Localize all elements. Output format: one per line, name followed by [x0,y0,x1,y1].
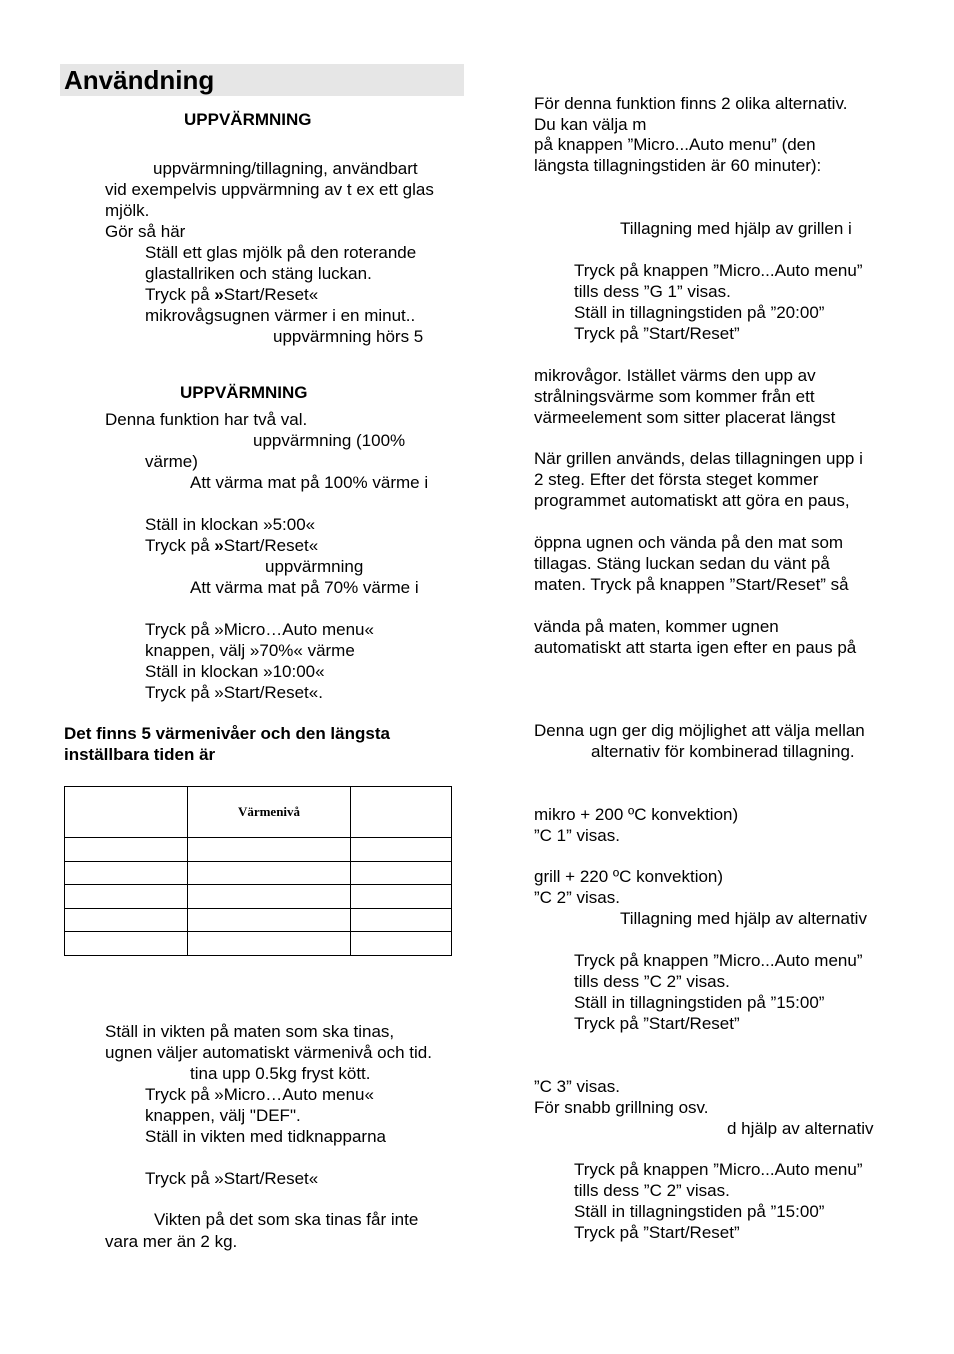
text-line: strålningsvärme som kommer från ett [534,387,815,406]
text-line: mikrovågor. Istället värms den upp av [534,366,816,385]
text-line: tina upp 0.5kg fryst kött. [190,1064,371,1083]
text-line: Ställ in tillagningstiden på ”15:00” [574,993,825,1012]
text-line: När grillen används, delas tillagningen upp i [534,449,863,468]
text-line: maten. Tryck på knappen ”Start/Reset” så [534,575,849,594]
text-line: ugnen väljer automatiskt värmenivå och tid. [105,1043,432,1062]
text-line: glastallriken och stäng luckan. [145,264,372,283]
text-line: uppvärmning hörs 5 [273,327,424,346]
text-line: öppna ugnen och vända på den mat som [534,533,844,552]
text-line [145,284,318,305]
text-line: Att värma mat på 100% värme i [190,473,429,492]
text-line: ”C 1” visas. [534,826,620,845]
text-line: uppvärmning (100% [253,431,406,450]
text-line: uppvärmning [265,557,364,576]
text-line: vara mer än 2 kg. [105,1232,238,1251]
text-line: Denna funktion har två val. [105,410,308,429]
text-line: Tryck på »Micro…Auto menu« [145,1085,374,1104]
text-line: mikrovågsugnen värmer i en minut.. [145,306,416,325]
table-header-cell: Värmenivå [237,804,301,819]
text-line: vid exempelvis uppvärmning av t ex ett glas [105,180,434,199]
text-line: Tryck på »Micro…Auto menu« [145,620,374,639]
text-line: alternativ för kombinerad tillagning. [591,742,855,761]
text-line: Du kan välja m [534,115,647,134]
text-line: För snabb grillning osv. [534,1098,709,1117]
heading-bar [60,64,464,96]
table-divider [65,861,451,862]
text-line: längsta tillagningstiden är 60 minuter): [534,156,822,175]
text-line: Ställ in vikten på maten som ska tinas, [105,1022,395,1041]
table-divider [65,908,451,909]
text-line: För denna funktion finns 2 olika alternativ. [534,94,848,113]
text-line: knappen, välj "DEF". [145,1106,301,1125]
table-divider [350,787,351,955]
text-line: mjölk. [105,201,150,220]
note-bold: Det finns 5 värmenivåer och den längsta [64,724,390,743]
text-line: Vikten på det som ska tinas får inte [154,1210,419,1229]
text-fragment: Start/Reset« [223,536,319,555]
text-line: Ställ in tillagningstiden på ”15:00” [574,1202,825,1221]
text-line: Tryck på ”Start/Reset” [574,1014,740,1033]
text-line: Ställ in vikten med tidknapparna [145,1127,386,1146]
text-line: Gör så här [105,222,186,241]
text-line [145,535,318,556]
text-line: Denna ugn ger dig möjlighet att välja mellan [534,721,865,740]
text-line: Tillagning med hjälp av grillen i [620,219,852,238]
text-line: Tryck på ”Start/Reset” [574,1223,740,1242]
text-line: Ställ ett glas mjölk på den roterande [145,243,417,262]
table-divider [65,931,451,932]
text-line: Tryck på »Start/Reset«. [145,683,323,702]
text-line: tills dess ”G 1” visas. [574,282,731,301]
text-line: Tillagning med hjälp av alternativ [620,909,867,928]
text-line: Ställ in klockan »10:00« [145,662,325,681]
text-fragment: Tryck på [145,536,215,555]
text-line: på knappen ”Micro...Auto menu” (den [534,135,816,154]
text-line: värme) [145,452,198,471]
text-line: d hjälp av alternativ [727,1119,874,1138]
text-line: programmet automatiskt att göra en paus, [534,491,850,510]
page-title: Användning [64,65,215,95]
text-line: Tryck på knappen ”Micro...Auto menu” [574,951,863,970]
table-divider [65,837,451,838]
section-title-uppvarmning-2: UPPVÄRMNING [180,383,308,402]
text-line: vända på maten, kommer ugnen [534,617,779,636]
text-line: tills dess ”C 2” visas. [574,1181,730,1200]
text-line: uppvärmning/tillagning, användbart [153,159,418,178]
text-line: grill + 220 ºC konvektion) [534,867,724,886]
note-bold: inställbara tiden är [64,745,216,764]
text-fragment: Tryck på [145,285,215,304]
text-line: Att värma mat på 70% värme i [190,578,419,597]
text-line: Tryck på knappen ”Micro...Auto menu” [574,261,863,280]
text-fragment-bold: » [214,285,224,304]
text-line: Ställ in klockan »5:00« [145,515,316,534]
text-line: tillagas. Stäng luckan sedan du vänt på [534,554,830,573]
text-line: ”C 3” visas. [534,1077,620,1096]
text-line: tills dess ”C 2” visas. [574,972,730,991]
text-fragment: Start/Reset« [223,285,319,304]
text-line: knappen, välj »70%« värme [145,641,355,660]
text-fragment-bold: » [214,536,224,555]
text-line: Ställ in tillagningstiden på ”20:00” [574,303,825,322]
table-divider [65,884,451,885]
text-line: Tryck på ”Start/Reset” [574,324,740,343]
power-level-table [64,786,452,956]
text-line: 2 steg. Efter det första steget kommer [534,470,819,489]
text-line: mikro + 200 ºC konvektion) [534,805,739,824]
text-line: automatiskt att starta igen efter en paus på [534,638,857,657]
text-line: Tryck på knappen ”Micro...Auto menu” [574,1160,863,1179]
text-line: Tryck på »Start/Reset« [145,1169,319,1188]
text-line: ”C 2” visas. [534,888,620,907]
section-title-uppvarmning-1: UPPVÄRMNING [184,110,312,129]
text-line: värmeelement som sitter placerat längst [534,408,836,427]
